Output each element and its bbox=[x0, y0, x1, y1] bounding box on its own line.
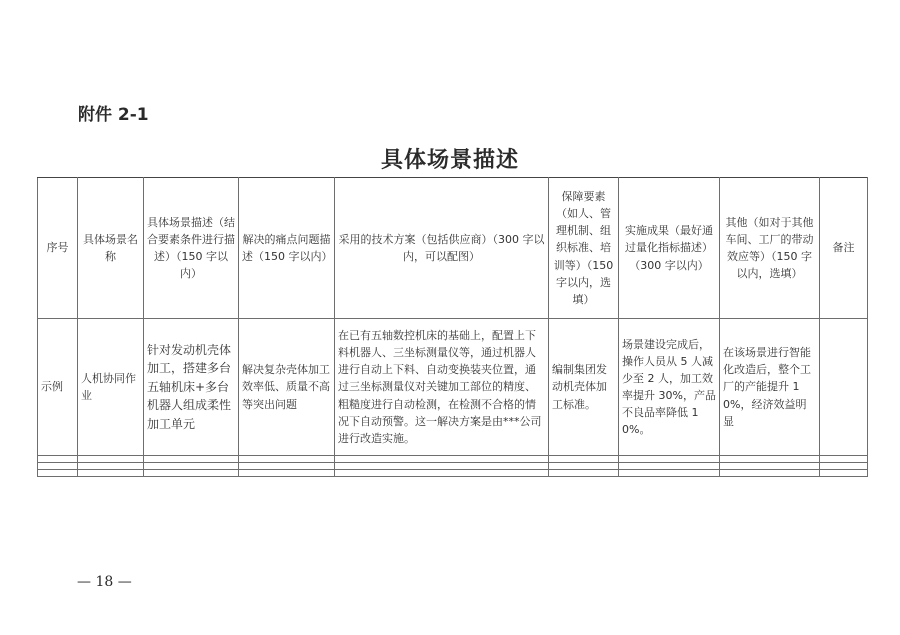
cell-support-elements: 编制集团发动机壳体加工标准。 bbox=[549, 319, 619, 456]
table-header-row bbox=[38, 178, 868, 319]
cell-technical-solution: 在已有五轴数控机床的基础上，配置上下料机器人、三坐标测量仪等，通过机器人进行自动上下料、自动变换装夹位置，通过三坐标测量仪对关键加工部位的精度、粗糙度进行自动检测，在检测不合格的情况下自动预警。这一解决方案是由***公司进行改造实施。 bbox=[335, 319, 549, 456]
cell-pain-points: 解决复杂壳体加工效率低、质量不高等突出问题 bbox=[239, 319, 335, 456]
empty-cell bbox=[720, 463, 820, 470]
empty-cell bbox=[619, 456, 720, 463]
empty-cell bbox=[144, 463, 239, 470]
empty-cell bbox=[549, 456, 619, 463]
empty-cell bbox=[239, 470, 335, 477]
header-scenario-name: 具体场景名称 bbox=[78, 178, 144, 319]
empty-cell bbox=[78, 456, 144, 463]
empty-cell bbox=[619, 463, 720, 470]
table-row-empty bbox=[38, 456, 868, 463]
empty-cell bbox=[720, 470, 820, 477]
empty-cell bbox=[335, 463, 549, 470]
empty-cell bbox=[820, 470, 868, 477]
empty-cell bbox=[78, 470, 144, 477]
empty-cell bbox=[38, 470, 78, 477]
empty-cell bbox=[38, 456, 78, 463]
header-technical-solution: 采用的技术方案（包括供应商）（300 字以内，可以配图） bbox=[335, 178, 549, 319]
table-row-empty bbox=[38, 463, 868, 470]
empty-cell bbox=[549, 463, 619, 470]
table-row bbox=[38, 319, 868, 456]
empty-cell bbox=[720, 456, 820, 463]
header-remarks: 备注 bbox=[820, 178, 868, 319]
table-row-empty bbox=[38, 470, 868, 477]
empty-cell bbox=[38, 463, 78, 470]
empty-cell bbox=[820, 463, 868, 470]
cell-results: 场景建设完成后，操作人员从 5 人减少至 2 人，加工效率提升 30%，产品不良品率降低 10%。 bbox=[619, 319, 720, 456]
header-pain-points: 解决的痛点问题描述（150 字以内） bbox=[239, 178, 335, 319]
empty-cell bbox=[335, 456, 549, 463]
cell-remarks bbox=[820, 319, 868, 456]
header-scenario-description: 具体场景描述（结合要素条件进行描述）（150 字以内） bbox=[144, 178, 239, 319]
cell-other-effects: 在该场景进行智能化改造后，整个工厂的产能提升 10%，经济效益明显 bbox=[720, 319, 820, 456]
header-serial-number: 序号 bbox=[38, 178, 78, 319]
empty-cell bbox=[144, 470, 239, 477]
empty-cell bbox=[335, 470, 549, 477]
empty-cell bbox=[144, 456, 239, 463]
empty-cell bbox=[239, 463, 335, 470]
scenario-table bbox=[37, 177, 868, 477]
header-other-effects: 其他（如对于其他车间、工厂的带动效应等）（150 字以内，选填） bbox=[720, 178, 820, 319]
cell-scenario-name: 人机协同作业 bbox=[78, 319, 144, 456]
cell-serial-number: 示例 bbox=[38, 319, 78, 456]
empty-cell bbox=[78, 463, 144, 470]
empty-cell bbox=[820, 456, 868, 463]
header-support-elements: 保障要素（如人、管理机制、组织标准、培训等）（150 字以内，选填） bbox=[549, 178, 619, 319]
header-results: 实施成果（最好通过量化指标描述）（300 字以内） bbox=[619, 178, 720, 319]
page-number: — 18 — bbox=[77, 574, 132, 590]
empty-cell bbox=[549, 470, 619, 477]
empty-cell bbox=[239, 456, 335, 463]
cell-scenario-description: 针对发动机壳体加工，搭建多台五轴机床+多台机器人组成柔性加工单元 bbox=[144, 319, 239, 456]
attachment-label: 附件 2-1 bbox=[78, 105, 149, 125]
page-title: 具体场景描述 bbox=[380, 148, 519, 173]
empty-cell bbox=[619, 470, 720, 477]
